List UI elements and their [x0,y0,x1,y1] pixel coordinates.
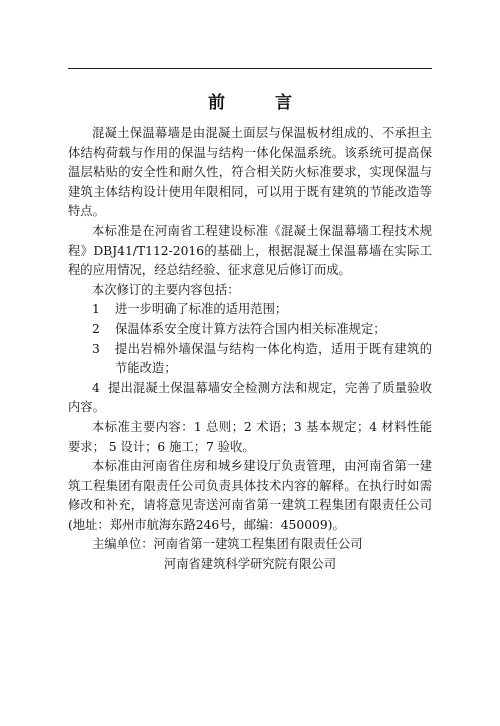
page-title: 前 言 [208,93,314,113]
editor-unit-second: 河南省建筑科学研究院有限公司 [163,557,337,572]
revision-text: 保温体系安全度计算方法符合国内相关标准规定； [115,321,386,336]
revision-item-4 [68,379,432,418]
revision-text: 进一步明确了标准的适用范围； [115,302,288,317]
revision-number: 3 [92,341,100,356]
revision-text: 提出岩棉外墙保温与结构一体化构造，适用于既有建筑的节能改造； [115,341,432,376]
revision-item-2 [68,320,432,340]
revision-item-1 [68,300,432,320]
editor-unit: 主编单位：河南省第一建筑工程集团有限责任公司 [92,537,363,552]
header-rule [68,68,432,69]
main-content-paragraph: 本标准主要内容：1 总则；2 术语；3 基本规定；4 材料性能要求； 5 设计；6 施工；7 验收。 [68,419,432,454]
management-paragraph: 本标准由河南省住房和城乡建设厅负责管理，由河南省第一建筑工程集团有限责任公司负责具体技术内容的解释。在执行时如需修改和补充，请将意见寄送河南省第一建筑工程集团有限责任公司(地址：郑州市航海东路246号，邮编：450009)。 [68,459,432,532]
revision-number: 4 [92,380,100,395]
revision-text: 提出混凝土保温幕墙安全检测方法和规定，完善了质量验收内容。 [68,380,432,415]
document-body [68,124,432,575]
revision-number: 1 [92,302,100,317]
basis-paragraph: 本标准是在河南省工程建设标准《混凝土保温幕墙工程技术规程》DBJ41/T112-2016的基础上，根据混凝土保温幕墙在实际工程的应用情况，经总结经验、征求意见后修订而成。 [68,223,432,278]
revision-intro: 本次修订的主要内容包括： [92,282,240,297]
revision-number: 2 [92,321,100,336]
intro-paragraph: 混凝土保温幕墙是由混凝土面层与保温板材组成的、不承担主体结构荷载与作用的保温与结构一体化保温系统。该系统可提高保温层粘贴的安全性和耐久性，符合相关防火标准要求，实现保温与建筑主体结构设计使用年限相同，可以用于既有建筑的节能改造等特点。 [68,126,432,219]
revision-item-3 [68,340,432,379]
